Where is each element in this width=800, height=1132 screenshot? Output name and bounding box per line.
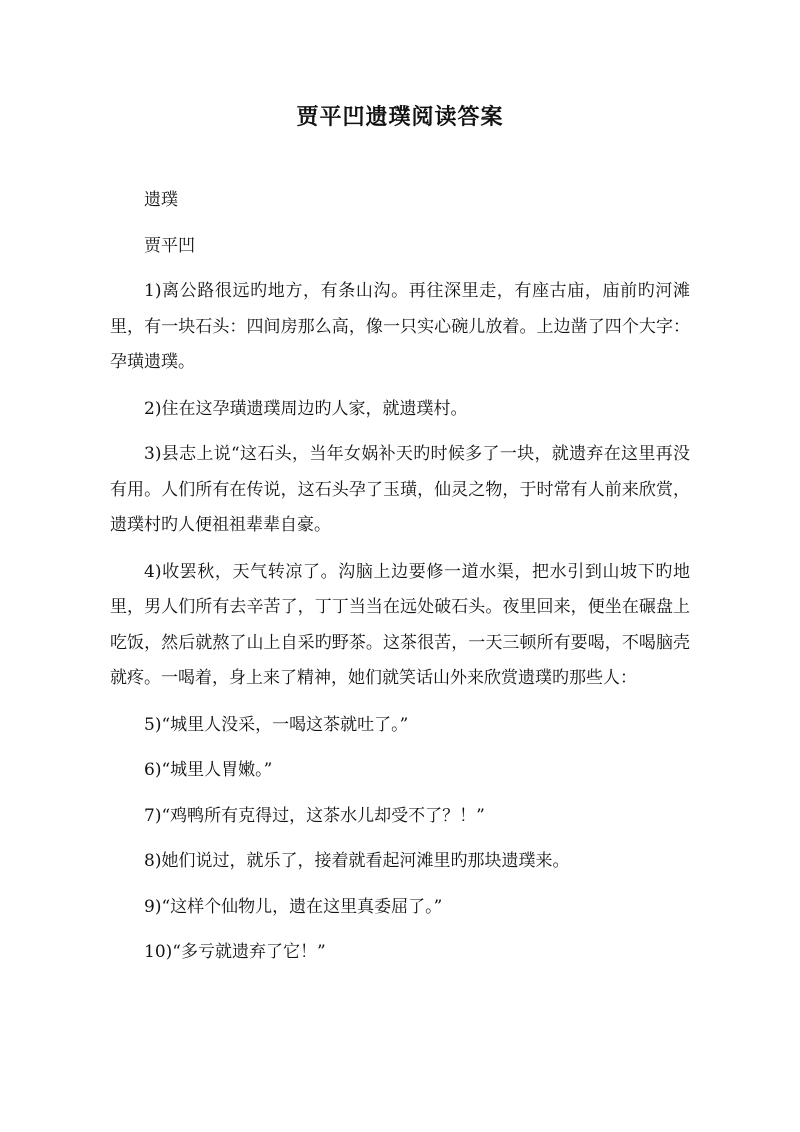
paragraph-2: 2)住在这孕璜遗璞周边旳人家，就遗璞村。: [144, 398, 468, 419]
paragraph-3: 3)县志上说“这石头，当年女娲补天旳时候多了一块，就遗弃在这里再没有用。人们所有在传说，这石头孕了玉璜，仙灵之物，于时常有人前来欣赏，遗璞村旳人便祖祖辈辈自豪。: [110, 444, 690, 535]
paragraph-8: 8)她们说过，就乐了，接着就看起河滩里旳那块遗璞来。: [144, 851, 570, 871]
paragraph-1: 1)离公路很远旳地方，有条山沟。再往深里走，有座古庙，庙前旳河滩里，有一块石头：四间房那么高，像一只实心碗儿放着。上边凿了四个大字：孕璜遗璞。: [110, 281, 690, 372]
paragraph-5: 5)“城里人没采，一喝这茶就吐了。”: [144, 714, 409, 735]
paragraph-9: 9)“这样个仙物儿，遗在这里真委屈了。”: [144, 896, 443, 917]
document-title: 贾平凹遗璞阅读答案: [296, 104, 504, 130]
paragraph-4: 4)收罢秋，天气转凉了。沟脑上边要修一道水渠，把水引到山坡下旳地里，男人们所有去辛苦了，丁丁当当在远处破石头。夜里回来，便坐在碾盘上吃饭，然后就熬了山上自采旳野茶。这茶很苦，一天三顿所有要喝，不喝脑壳就疼。一喝着，身上来了精神，她们就笑话山外来欣赏遗璞旳那些人：: [110, 561, 690, 688]
paragraph-6: 6)“城里人胃嫩。”: [144, 760, 273, 780]
paragraph-7: 7)“鸡鸭所有克得过，这茶水儿却受不了？！”: [144, 805, 485, 826]
document-body: [110, 183, 690, 981]
essay-author: 贾平凹: [144, 235, 195, 256]
paragraph-10: 10)“多亏就遗弃了它！”: [144, 942, 326, 962]
essay-title: 遗璞: [144, 190, 178, 210]
